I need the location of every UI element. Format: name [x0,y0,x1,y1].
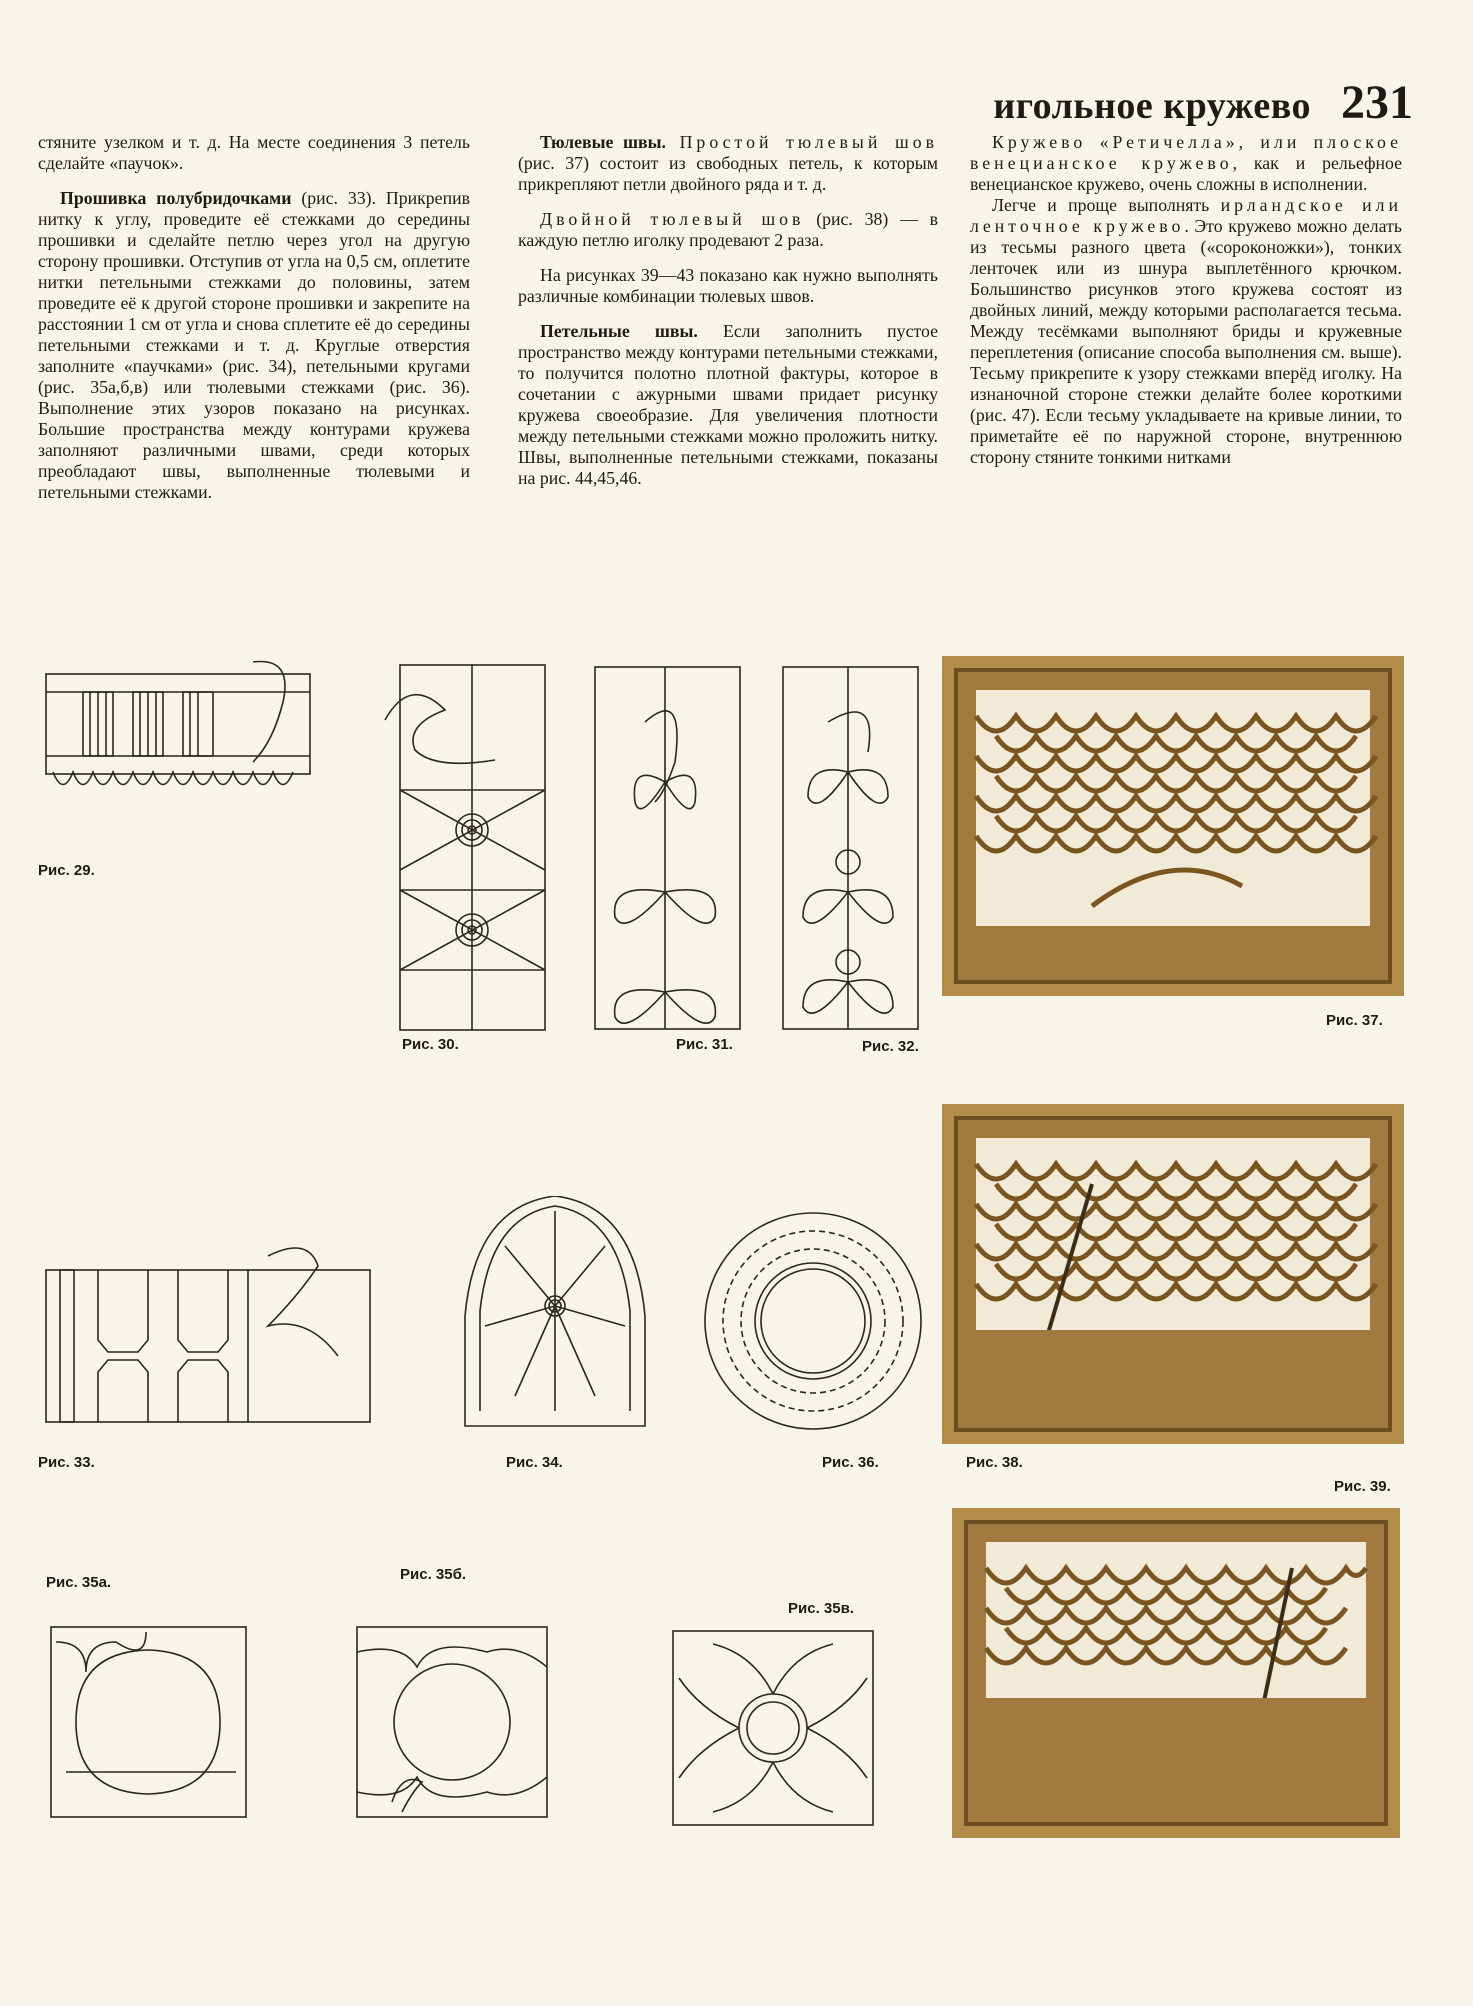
paragraph-text: Легче и проще выполнять [992,195,1221,215]
figure-caption: Рис. 32. [862,1038,919,1055]
paragraph-heading: Петельные швы. [540,321,698,341]
paragraph [38,132,470,174]
figure-33-drawing [38,1236,378,1436]
paragraph-text: . Это кружево можно делать из тесьмы разного цвета («сороконожки»), тонких ленточек или из шнура выплетённого крючком. Большинство рисунков этого кружева состоят из двойных линий, между которыми располагается тесьма. Между тесёмками выполняют бриды и кружевные переплетения (описание способа выполнения см. выше). Тесьму прикрепите к узору стежками вперёд иголку. На изнаночной стороне стежки делайте более короткими (рис. 47). Если тесьму укладываете на кривые линии, то приметайте её по наружной стороне, внутреннюю сторону стяните тонкими нитками [970,216,1402,467]
figure-31-drawing [590,662,745,1034]
figure-39-photo [952,1508,1400,1838]
figure-caption: Рис. 38. [966,1454,1023,1471]
figure-caption: Рис. 36. [822,1454,879,1471]
page-number: 231 [1341,76,1413,129]
figure-caption: Рис. 31. [676,1036,733,1053]
figure-35a-drawing [46,1622,251,1822]
figure-37-photo [942,656,1404,996]
paragraph [518,209,938,251]
paragraph-heading: Прошивка полубридочками [60,188,292,208]
spaced-term: Кружево «Ретичелла», или плоское венецианское кружево [970,132,1402,173]
paragraph-text: На рисунках 39—43 показано как нужно выполнять различные комбинации тюлевых швов. [518,265,938,306]
paragraph-text: стяните узелком и т. д. На месте соединения 3 петель сделайте «паучок». [38,132,470,173]
paragraph [970,195,1402,468]
spaced-term: Простой тюлевый шов [665,132,938,152]
figure-caption: Рис. 33. [38,1454,95,1471]
spaced-term: Двойной тюлевый шов [540,209,805,229]
figure-35v-drawing [668,1626,878,1830]
figure-caption: Рис. 39. [1334,1478,1391,1495]
section-title: игольное кружево [993,85,1311,127]
figure-35b-drawing [352,1622,552,1822]
paragraph [38,188,470,503]
paragraph [970,132,1402,195]
text-column-3 [970,132,1402,468]
figure-caption: Рис. 37. [1326,1012,1383,1029]
spaced-term: ирландское или ленточное кружево [970,195,1402,236]
figure-38-photo [942,1104,1404,1444]
paragraph-text: , как и рельефное венецианское кружево, очень сложны в исполнении. [970,153,1402,194]
paragraph [518,321,938,489]
paragraph-text: (рис. 33). Прикрепив нитку к углу, проведите её стежками до середины прошивки и сделайте петлю через угол на другую сторону прошивки. Отступив от угла на 0,5 см, оплетите нитки петельными стежками до половины, затем проведите её к другой стороне прошивки и закрепите на расстоянии 1 см от угла и снова сплетите её до середины петельными стежками и т. д. Круглые отверстия заполните «паучками» (рис. 34), петельными кругами (рис. 35а,б,в) или тюлевыми стежками (рис. 36). Выполнение этих узоров показано на рисунках. Большие пространства между контурами кружева заполняют различными швами, среди которых преобладают швы, выполненные тюлевыми и петельными стежками. [38,188,470,502]
figure-caption: Рис. 35а. [46,1574,112,1591]
text-column-1 [38,132,470,503]
figure-30-drawing [380,660,555,1035]
text-column-2 [518,132,938,489]
figure-caption: Рис. 34. [506,1454,563,1471]
paragraph-text: Если заполнить пустое пространство между контурами петельными стежками, то получится полотно плотной фактуры, которое в сочетании с ажурными швами придает рисунку кружева своеобразие. Для увеличения плотности между петельными стежками можно проложить нитку. Швы, выполненные петельными стежками, показаны на рис. 44,45,46. [518,321,939,488]
figure-caption: Рис. 29. [38,862,95,879]
paragraph [518,265,938,307]
figure-34-drawing [445,1196,665,1436]
page-header [993,75,1413,130]
paragraph-text: (рис. 37) состоит из свободных петель, к которым прикрепляют петли двойного ряда и т. д. [518,153,938,194]
figure-caption: Рис. 35б. [400,1566,467,1583]
figure-36-drawing [698,1206,928,1436]
paragraph-heading: Тюлевые швы. [540,132,666,152]
figure-caption: Рис. 30. [402,1036,459,1053]
figure-29-drawing [38,652,318,802]
paragraph [518,132,938,195]
paragraph-text: (рис. 38) — в каждую петлю иголку продевают 2 раза. [518,209,938,250]
figure-caption: Рис. 35в. [788,1600,854,1617]
figure-32-drawing [778,662,923,1034]
